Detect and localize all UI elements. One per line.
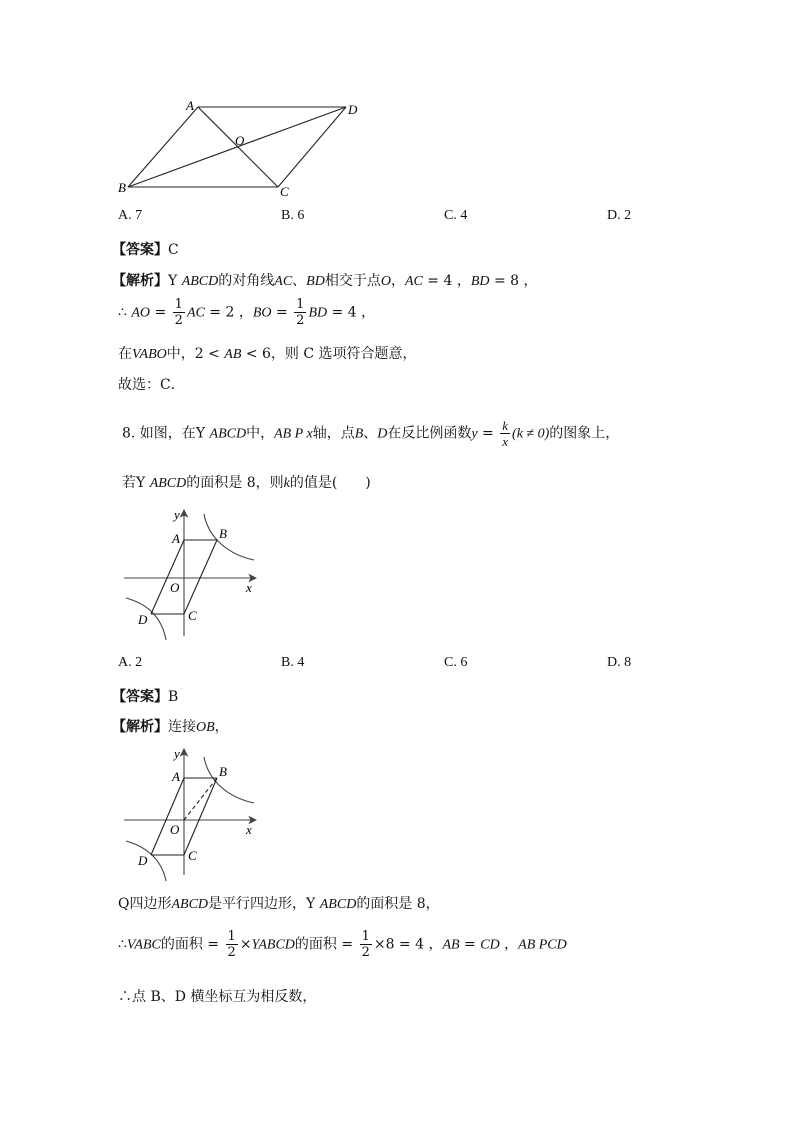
math-ab-parallel-x: AB P x <box>274 426 313 442</box>
side-bc <box>184 540 217 614</box>
text: 的值是( ) <box>289 475 371 491</box>
fraction-half <box>173 298 185 327</box>
math-bd: BD <box>470 274 490 289</box>
q7-option-c: C. 4 <box>444 208 468 223</box>
math-b: B <box>354 426 364 442</box>
text: 连接 <box>168 719 196 735</box>
math-value: = 2 ， <box>204 304 253 321</box>
text: 在反比例函数 <box>387 425 472 442</box>
numerator: 1 <box>296 297 305 312</box>
label-y: y <box>174 507 180 522</box>
math-ob: OB <box>196 720 215 735</box>
fraction-half <box>226 930 238 959</box>
text: ， <box>390 273 405 289</box>
text: 中， <box>166 346 195 362</box>
equals: = <box>459 936 481 953</box>
math-abcd: ABCD <box>181 274 219 289</box>
label-y: y <box>174 746 180 761</box>
label-c: C <box>188 848 197 863</box>
q7-option-b: B. 6 <box>281 208 305 223</box>
q8-analysis-figure <box>118 743 268 883</box>
parallelogram-symbol: Y <box>168 273 182 289</box>
text: 的面积是 8， <box>356 896 440 912</box>
math-condition: (k ≠ 0) <box>512 426 550 442</box>
text: 四边形 <box>129 896 172 912</box>
math-bd: BD <box>308 305 328 321</box>
q7-analysis-line3 <box>118 343 417 363</box>
text: 相交于点 <box>324 273 381 289</box>
math-k: k <box>283 476 290 491</box>
text: 若 <box>122 475 136 491</box>
text: 的面积是 8，则 <box>186 475 284 491</box>
fraction-k-over-x <box>500 419 510 448</box>
math-bd: BD <box>306 274 325 289</box>
fraction-half <box>294 298 306 327</box>
analysis-tag: 【解析】 <box>112 719 168 735</box>
text: 的对角线 <box>218 273 275 289</box>
q7-option-a: A. 7 <box>118 208 143 223</box>
equals: = <box>477 425 499 442</box>
label-b: B <box>219 764 227 779</box>
text: 、 <box>292 273 307 289</box>
equals: = <box>150 304 171 321</box>
numerator: 1 <box>227 929 236 944</box>
denominator: 2 <box>361 945 370 960</box>
math-ab: AB <box>442 937 460 953</box>
equals: = <box>202 936 224 953</box>
math-ac: AC <box>274 274 293 289</box>
q8-stem-line2 <box>122 472 371 492</box>
side-da <box>151 540 184 614</box>
therefore-symbol: ∴ <box>118 304 132 321</box>
math-value: ×8 = 4 ， <box>373 936 443 953</box>
label-o: O <box>235 133 245 148</box>
math-bo: BO <box>252 305 272 321</box>
dashed-segment-ob <box>184 778 217 820</box>
denominator: x <box>502 434 509 449</box>
label-x: x <box>246 822 252 837</box>
numerator: k <box>502 418 509 433</box>
math-d: D <box>377 426 388 442</box>
text: ， <box>499 936 519 953</box>
math-value: = 4 ， <box>422 273 471 289</box>
because-symbol: Q <box>118 896 130 912</box>
denominator: 2 <box>227 945 236 960</box>
numerator: 1 <box>174 297 183 312</box>
fraction-half <box>360 930 372 959</box>
parallelogram-symbol: Y <box>306 896 320 912</box>
math-value: = 8 ， <box>489 273 538 289</box>
label-b: B <box>219 526 227 541</box>
math-abcd: ABCD <box>149 476 187 491</box>
label-a: A <box>172 769 180 784</box>
q8-analysis-line3 <box>118 930 567 959</box>
label-b: B <box>118 180 126 195</box>
label-d: D <box>348 102 358 117</box>
q7-analysis-line2 <box>118 298 375 327</box>
text: ，则 C 选项符合题意， <box>270 346 417 362</box>
text: 在 <box>118 346 132 362</box>
math-ac: AC <box>186 305 205 321</box>
q8-option-b: B. 4 <box>281 655 305 670</box>
answer-value: B <box>168 689 179 705</box>
math-abcd: ABCD <box>209 426 247 442</box>
math-parallelogram-abcd: YABCD <box>251 937 295 953</box>
q7-analysis-line1 <box>112 270 538 290</box>
q8-option-d: D. 8 <box>607 655 632 670</box>
side-ab <box>128 107 198 187</box>
q8-analysis-line2 <box>118 893 440 913</box>
q7-answer <box>112 239 179 259</box>
answer-value: C <box>168 242 179 258</box>
text: 轴，点 <box>312 425 355 442</box>
numerator: 1 <box>361 929 370 944</box>
text: 的面积 <box>294 936 337 953</box>
math-value: < 6 <box>241 346 271 362</box>
label-c: C <box>188 608 197 623</box>
q7-option-d: D. 2 <box>607 208 632 223</box>
math-abcd: ABCD <box>171 897 209 912</box>
label-d: D <box>138 853 148 868</box>
side-bc <box>184 778 217 855</box>
therefore-symbol: ∴ <box>118 936 127 953</box>
parallelogram-symbol: Y <box>195 425 210 442</box>
text: 中， <box>246 425 275 442</box>
label-o: O <box>170 822 180 837</box>
label-c: C <box>280 184 289 199</box>
denominator: 2 <box>296 313 305 328</box>
label-d: D <box>138 612 148 627</box>
math-ab: AB <box>224 347 242 362</box>
text: 8. 如图，在 <box>122 425 196 442</box>
q8-analysis-line1 <box>112 716 229 736</box>
equals: = <box>336 936 358 953</box>
q8-figure <box>118 504 268 644</box>
parallelogram-symbol: Y <box>136 475 150 491</box>
q8-option-a: A. 2 <box>118 655 143 670</box>
equals: = <box>271 304 293 321</box>
side-da <box>151 778 184 855</box>
label-o: O <box>170 580 180 595</box>
q8-analysis-line4: ∴点 B、D 横坐标互为相反数， <box>118 989 317 1005</box>
q7-conclusion: 故选：C． <box>118 377 185 393</box>
text: 、 <box>363 425 378 442</box>
math-triangle-abo: VABO <box>132 347 167 362</box>
math-y: y <box>471 426 478 442</box>
math-o: O <box>380 274 391 289</box>
text: 的面积 <box>160 936 203 953</box>
label-x: x <box>246 580 252 595</box>
math-ao: AO <box>131 305 151 321</box>
q8-stem-line1 <box>122 419 619 448</box>
answer-tag: 【答案】 <box>112 242 168 258</box>
text: ， <box>214 719 229 735</box>
parallelogram-figure <box>110 92 370 202</box>
q8-option-c: C. 6 <box>444 655 468 670</box>
math-ab-parallel-cd: AB PCD <box>518 937 567 953</box>
answer-tag: 【答案】 <box>112 689 168 705</box>
label-a: A <box>172 531 180 546</box>
math-triangle-abc: VABC <box>126 937 161 953</box>
math-cd: CD <box>480 937 500 953</box>
text: 的图象上， <box>549 425 620 442</box>
times: × <box>239 936 252 953</box>
hyperbola-branch-1 <box>204 757 254 803</box>
math-value: 2 < <box>194 346 225 362</box>
math-value: = 4 ， <box>327 304 376 321</box>
label-a: A <box>186 98 194 113</box>
q8-answer <box>112 686 178 706</box>
text: 是平行四边形， <box>208 896 307 912</box>
denominator: 2 <box>174 313 183 328</box>
analysis-tag: 【解析】 <box>112 273 168 289</box>
math-ac: AC <box>404 274 423 289</box>
math-abcd: ABCD <box>319 897 357 912</box>
